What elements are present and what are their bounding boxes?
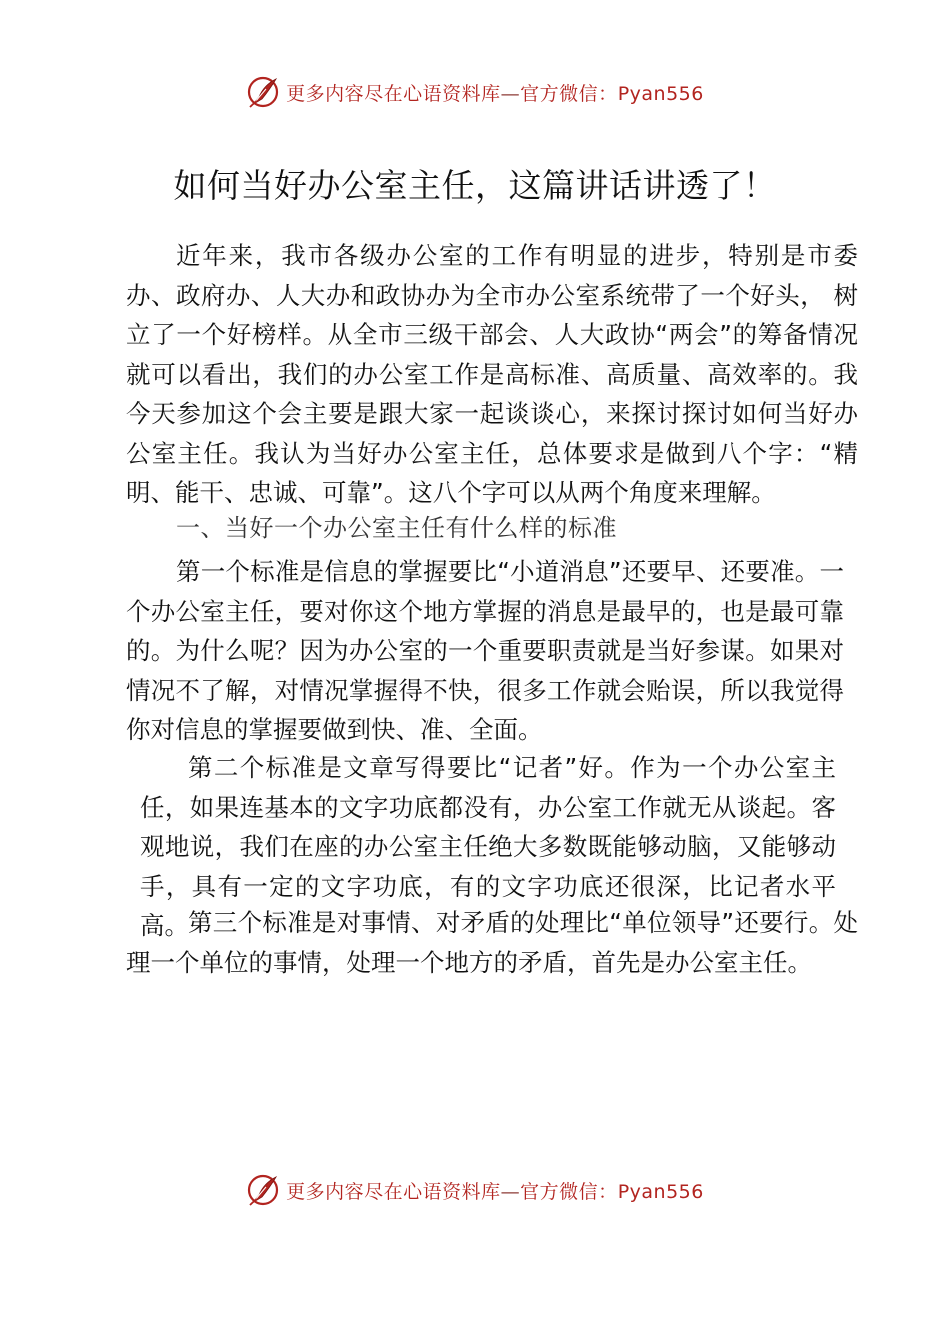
standard-1-paragraph: 第一个标准是信息的掌握要比“小道消息”还要早、还要准。一个办公室主任，要对你这个地方掌握的消息是最早的，也是最可靠的。为什么呢？因为办公室的一个重要职责就是当好参谋。如果对情况不了解，对情况掌握得不快，很多工作就会贻误，所以我觉得你对信息的掌握要做到快、准、全面。 bbox=[126, 557, 844, 744]
official-label: 官方微信： bbox=[520, 82, 618, 105]
header-banner bbox=[0, 72, 950, 112]
footer-banner bbox=[0, 1170, 950, 1210]
banner-separator: — bbox=[500, 82, 521, 105]
section-heading: 一、当好一个办公室主任有什么样的标准 bbox=[176, 514, 617, 542]
standard-2-paragraph: 第二个标准是文章写得要比“记者”好。作为一个办公室主任，如果连基本的文字功底都没有，办公室工作就无从谈起。客观地说，我们在座的办公室主任绝大多数既能够动脑，又能够动手，具有一定的文字功底，有的文字功底还很深，比记者水平高。 bbox=[140, 753, 836, 940]
official-label: 官方微信： bbox=[520, 1180, 618, 1203]
brand-text: 更多内容尽在心语资料库 bbox=[286, 82, 501, 105]
header-banner-text bbox=[286, 79, 704, 106]
footer-banner-text bbox=[286, 1177, 704, 1204]
quill-pen-logo-icon bbox=[246, 1173, 280, 1207]
wechat-id: Pyan556 bbox=[617, 82, 704, 105]
wechat-id: Pyan556 bbox=[617, 1180, 704, 1203]
standard-3-paragraph: 第三个标准是对事情、对矛盾的处理比“单位领导”还要行。处理一个单位的事情，处理一个地方的矛盾，首先是办公室主任。 bbox=[126, 908, 858, 977]
brand-text: 更多内容尽在心语资料库 bbox=[286, 1180, 501, 1203]
intro-paragraph: 近年来，我市各级办公室的工作有明显的进步，特别是市委办、政府办、人大办和政协办为全市办公室系统带了一个好头， 树立了一个好榜样。从全市三级干部会、人大政协“两会”的筹备情况就可以看出，我们的办公室工作是高标准、高质量、高效率的。我今天参加这个会主要是跟大家一起谈谈心，来探讨探讨如何当好办公室主任。我认为当好办公室主任，总体要求是做到八个字：“精明、能干、忠诚、可靠”。这八个字可以从两个角度来理解。 bbox=[126, 241, 858, 507]
quill-pen-logo-icon bbox=[246, 75, 280, 109]
document-title: 如何当好办公室主任，这篇讲话讲透了！ bbox=[173, 166, 777, 205]
banner-separator: — bbox=[500, 1180, 521, 1203]
